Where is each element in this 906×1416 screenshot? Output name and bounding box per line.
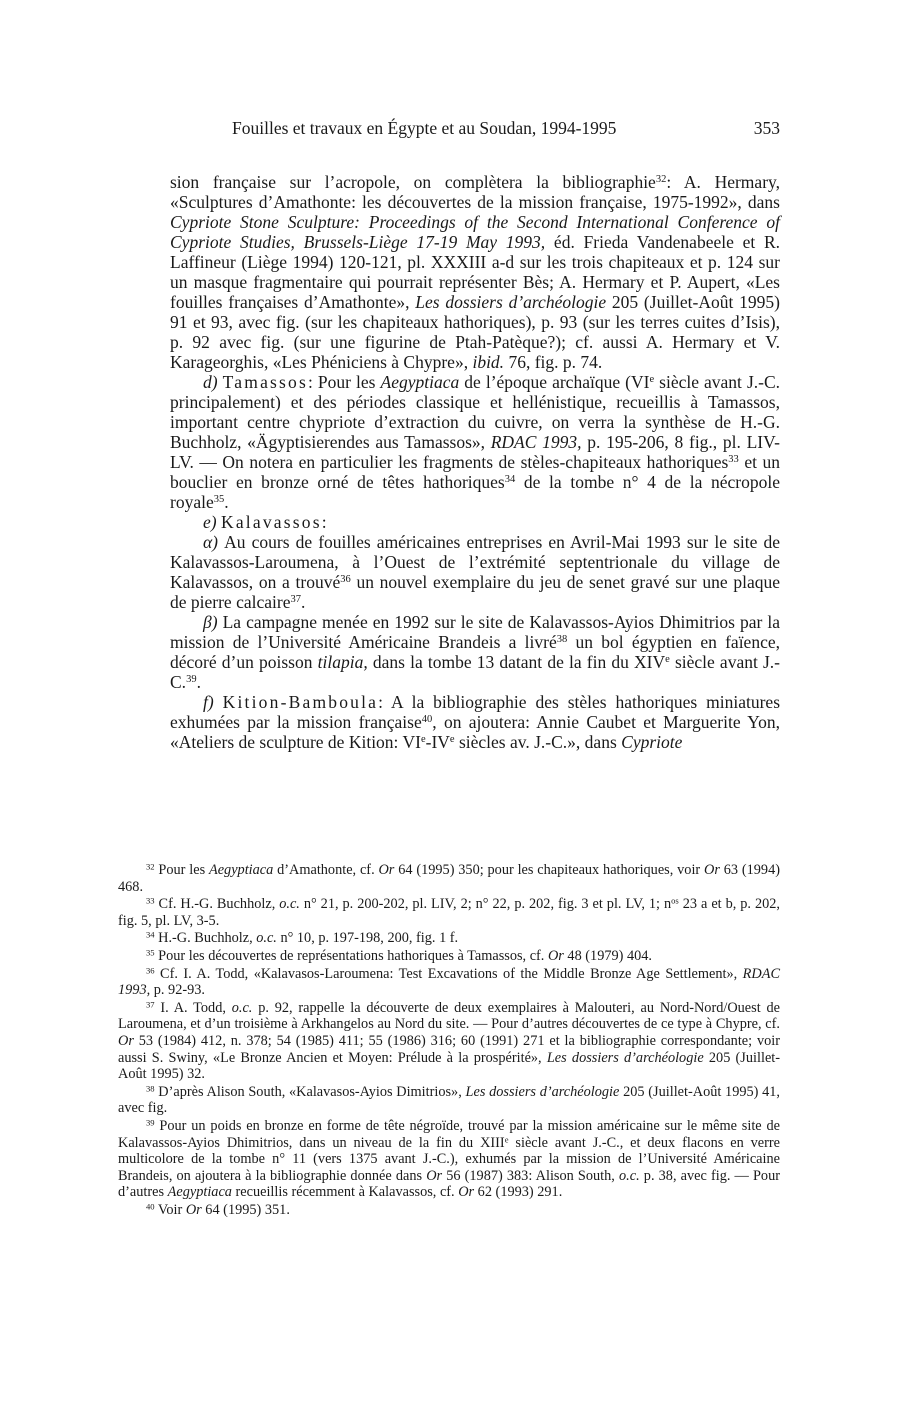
text-span: Cf. H.-G. Buchholz, bbox=[154, 896, 280, 913]
footnote-number: 35 bbox=[146, 947, 155, 958]
text-span: 53 (1984) 412, n. 378; 54 (1985) 411; 55 (1986) 316; 60 (1991) 271 et la bibliographie correspondante; voir aussi S. Swiny, «Le Bronze Ancien et Moyen: Prélude à la prospérité», bbox=[118, 1032, 780, 1066]
footnote-35 bbox=[118, 948, 780, 965]
footnotes bbox=[118, 862, 780, 1219]
italic-title: Cypriote Stone Sculpture: Proceedings of the Second International Conference of Cypriote Studies, Brussels-Liège 17-19 May 1993, bbox=[170, 212, 780, 252]
italic-term: o.c. bbox=[231, 999, 253, 1016]
text-span: , on ajoutera: Annie Caubet et Marguerite Yon, «Ateliers de sculpture de Kition: VI bbox=[170, 712, 780, 752]
site-name: Kalavassos bbox=[220, 512, 322, 532]
text-span: 205 (Juillet-Août 1995) 41, avec fig. bbox=[118, 1083, 781, 1117]
section-label: e) bbox=[203, 512, 217, 532]
italic-title: Cypriote bbox=[621, 732, 683, 752]
text-span: : bbox=[321, 512, 327, 532]
italic-title: Les dossiers d’archéologie bbox=[465, 1083, 620, 1100]
italic-term: tilapia, bbox=[317, 652, 368, 672]
text-span: d’Amathonte, cf. bbox=[273, 862, 379, 878]
text-span: 64 (1995) 350; pour les chapiteaux hathoriques, voir bbox=[394, 862, 705, 878]
text-span: . bbox=[196, 672, 201, 692]
text-span: Pour les découvertes de représentations hathoriques à Tamassos, cf. bbox=[154, 947, 548, 964]
section-label: α) bbox=[203, 532, 219, 552]
text-span: n° 10, p. 197-198, 200, fig. 1 f. bbox=[276, 930, 459, 947]
text-span: siècle avant J.-C. bbox=[170, 652, 780, 692]
text-span: La campagne menée en 1992 sur le site de Kalavassos-Ayios Dhimitrios par la mission de l’Université Américaine Brandeis a livré bbox=[170, 612, 780, 652]
footnote-36 bbox=[118, 966, 780, 999]
footnote-37 bbox=[118, 1000, 780, 1083]
text-span: p. 92-93. bbox=[150, 982, 205, 999]
footnote-ref[interactable]: 32 bbox=[655, 174, 667, 186]
footnote-33 bbox=[118, 896, 780, 929]
italic-title: Or bbox=[118, 1032, 134, 1049]
footnote-number: 36 bbox=[146, 964, 155, 975]
footnote-number: 33 bbox=[146, 895, 155, 906]
footnote-ref[interactable]: 37 bbox=[290, 594, 301, 606]
italic-title: ibid. bbox=[472, 352, 505, 372]
italic-title: Or bbox=[185, 1201, 202, 1218]
text-span: -IV bbox=[425, 732, 450, 752]
italic-term: o.c. bbox=[619, 1167, 640, 1184]
italic-title: RDAC 1993, bbox=[118, 965, 780, 999]
superscript: e bbox=[504, 1133, 509, 1144]
text-span: de la tombe n° 4 de la nécropole royale bbox=[170, 472, 781, 512]
site-name: Tamassos bbox=[222, 372, 309, 392]
footnote-number: 39 bbox=[146, 1117, 155, 1128]
text-span: D’après Alison South, «Kalavasos-Ayios Dimitrios», bbox=[154, 1083, 466, 1100]
footnote-number: 40 bbox=[146, 1201, 155, 1212]
site-name: Kition-Bamboula bbox=[222, 692, 379, 712]
text-span: siècle avant J.-C. principalement) et des périodes classique et hellénistique, recueillis à Tamassos, important centre chypriote d’extraction du cuivre, on verra la synthèse de H.-G. Buchholz, «Ägyptisierendes aus Tamassos», bbox=[170, 372, 781, 452]
text-span: recueillis récemment à Kalavassos, cf. bbox=[231, 1184, 459, 1201]
paragraph-kalavassos-alpha bbox=[170, 532, 780, 612]
text-span: 48 (1979) 404. bbox=[563, 947, 652, 964]
superscript: e bbox=[420, 734, 426, 746]
paragraph-kition bbox=[170, 692, 780, 752]
superscript: os bbox=[671, 895, 679, 906]
italic-title: Or bbox=[426, 1167, 443, 1184]
text-span: p. 38, avec fig. — Pour d’autres bbox=[118, 1167, 780, 1201]
main-text bbox=[170, 172, 780, 752]
superscript: e bbox=[649, 374, 655, 386]
text-span: Pour un poids en bronze en forme de tête négroïde, trouvé par la mission américaine sur le même site de Kalavassos-Ayios Dhimitrios, dans un niveau de la fin du XIII bbox=[118, 1117, 780, 1151]
text-span: siècle avant J.-C., et deux flacons en verre multicolore de la tombe n° 11 (vers 1375 avant J.-C.), exhumés par la mission de l’Université Américaine Brandeis, on ajoutera à la bibliographie donnée dans bbox=[118, 1134, 780, 1184]
text-span: Pour les bbox=[154, 862, 209, 878]
section-label: β) bbox=[203, 612, 218, 632]
text-span: 76, fig. p. 74. bbox=[504, 352, 603, 372]
footnote-number: 32 bbox=[146, 861, 155, 872]
italic-title: Or bbox=[704, 862, 720, 878]
text-span: éd. Frieda Vandenabeele et R. Laffineur (Liège 1994) 120-121, pl. XXXIII a-d sur les trois chapiteaux et p. 124 sur un masque fragmentaire qui pourrait représenter Bès; A. Hermary et P. Aupert, «Les fouilles françaises d’Amathonte», bbox=[170, 232, 781, 312]
footnote-ref[interactable]: 35 bbox=[213, 494, 225, 506]
footnote-40 bbox=[118, 1202, 780, 1219]
text-span: . bbox=[224, 492, 229, 512]
italic-title: Aegyptiaca bbox=[380, 372, 460, 392]
text-span: p. 195-206, 8 fig., pl. LIV-LV. — On notera en particulier les fragments de stèles-chapiteaux hathoriques bbox=[170, 432, 780, 472]
italic-term: Aegyptiaca bbox=[167, 1184, 232, 1201]
footnote-ref[interactable]: 38 bbox=[556, 634, 568, 646]
text-span: 205 (Juillet-Août 1995) 32. bbox=[118, 1049, 781, 1083]
text-span: siècles av. J.-C.», dans bbox=[454, 732, 622, 752]
text-span: 205 (Juillet-Août 1995) 91 et 93, avec fig. (sur les chapiteaux hathoriques), p. 93 (sur les terres cuites d’Isis), p. 92 avec fig. (sur une figurine de Ptah-Patèque?); cf. aussi A. Hermary et V. Karageorghis, «Les Phéniciens à Chypre», bbox=[170, 292, 780, 372]
italic-title: RDAC 1993, bbox=[490, 432, 582, 452]
footnote-ref[interactable]: 40 bbox=[421, 714, 433, 726]
text-span: p. 92, rappelle la découverte de deux exemplaires à Malouteri, au Nord-Nord/Ouest de Laroumena, et d’un troisième à Arkhangelos au Nord du site. — Pour d’autres découvertes de ce type à Chypre, cf. bbox=[118, 999, 780, 1033]
text-span: H.-G. Buchholz, bbox=[154, 930, 257, 947]
page-number: 353 bbox=[753, 118, 780, 138]
footnote-39 bbox=[118, 1118, 780, 1201]
text-span: 56 (1987) 383: Alison South, bbox=[442, 1167, 619, 1184]
footnote-32 bbox=[118, 862, 780, 895]
italic-title: Les dossiers d’archéologie bbox=[415, 292, 607, 312]
italic-title: Or bbox=[458, 1184, 475, 1201]
text-span: un nouvel exemplaire du jeu de senet gravé sur une plaque de pierre calcaire bbox=[170, 572, 780, 612]
italic-term: Aegyptiaca bbox=[208, 862, 274, 878]
footnote-ref[interactable]: 39 bbox=[186, 674, 197, 686]
text-span: . bbox=[300, 592, 306, 612]
footnote-38 bbox=[118, 1084, 780, 1117]
superscript: e bbox=[665, 654, 670, 666]
text-span: Cf. I. A. Todd, «Kalavasos-Laroumena: Test Excavations of the Middle Bronze Age Settlement», bbox=[154, 965, 743, 982]
italic-title: Les dossiers d’archéologie bbox=[546, 1049, 704, 1066]
text-span: n° 21, p. 200-202, pl. LIV, 2; n° 22, p. 202, fig. 3 et pl. LV, 1; n bbox=[299, 896, 672, 913]
footnote-ref[interactable]: 34 bbox=[504, 474, 516, 486]
text-span: : A. Hermary, «Sculptures d’Amathonte: les découvertes de la mission française, 1975-1992», dans bbox=[170, 172, 781, 212]
paragraph-kalavassos-heading bbox=[170, 512, 780, 532]
section-label: f) bbox=[203, 692, 214, 712]
footnote-ref[interactable]: 36 bbox=[340, 574, 351, 586]
italic-title: Or bbox=[378, 862, 395, 878]
footnote-34 bbox=[118, 930, 780, 947]
footnote-ref[interactable]: 33 bbox=[728, 454, 739, 466]
paragraph-amathonte bbox=[170, 172, 780, 372]
text-span: 62 (1993) 291. bbox=[474, 1184, 563, 1201]
italic-term: o.c. bbox=[256, 930, 277, 947]
text-span: 63 (1994) 468. bbox=[118, 862, 780, 895]
section-label: d) bbox=[203, 372, 218, 392]
running-title: Fouilles et travaux en Égypte et au Soudan, 1994-1995 bbox=[232, 118, 617, 138]
text-span: et un bouclier en bronze orné de têtes hathoriques bbox=[170, 452, 780, 492]
paragraph-kalavassos-beta bbox=[170, 612, 780, 692]
italic-term: o.c. bbox=[279, 896, 300, 913]
footnote-number: 37 bbox=[146, 999, 155, 1010]
text-span: Voir bbox=[154, 1201, 186, 1218]
text-span: : A la bibliographie des stèles hathoriques miniatures exhumées par la mission française bbox=[170, 692, 781, 732]
paragraph-tamassos bbox=[170, 372, 780, 512]
text-span: de l’époque archaïque (VI bbox=[459, 372, 650, 392]
text-span: I. A. Todd, bbox=[154, 999, 232, 1016]
text-span: 64 (1995) 351. bbox=[201, 1201, 290, 1218]
italic-title: Or bbox=[547, 947, 564, 964]
text-span: un bol égyptien en faïence, décoré d’un poisson bbox=[170, 632, 780, 672]
superscript: e bbox=[449, 734, 455, 746]
text-span: 23 a et b, p. 202, fig. 5, pl. LV, 3-5. bbox=[118, 896, 780, 929]
footnote-number: 38 bbox=[146, 1083, 155, 1093]
text-span: dans la tombe 13 datant de la fin du XIV bbox=[367, 652, 666, 672]
text-span: sion française sur l’acropole, on complètera la bibliographie bbox=[170, 172, 656, 192]
text-span: : Pour les bbox=[308, 372, 381, 392]
text-span: Au cours de fouilles américaines entreprises en Avril-Mai 1993 sur le site de Kalavassos-Laroumena, à l’Ouest de l’extrémité septentrionale du village de Kalavassos, on a trouvé bbox=[170, 532, 780, 592]
footnote-number: 34 bbox=[146, 929, 155, 940]
